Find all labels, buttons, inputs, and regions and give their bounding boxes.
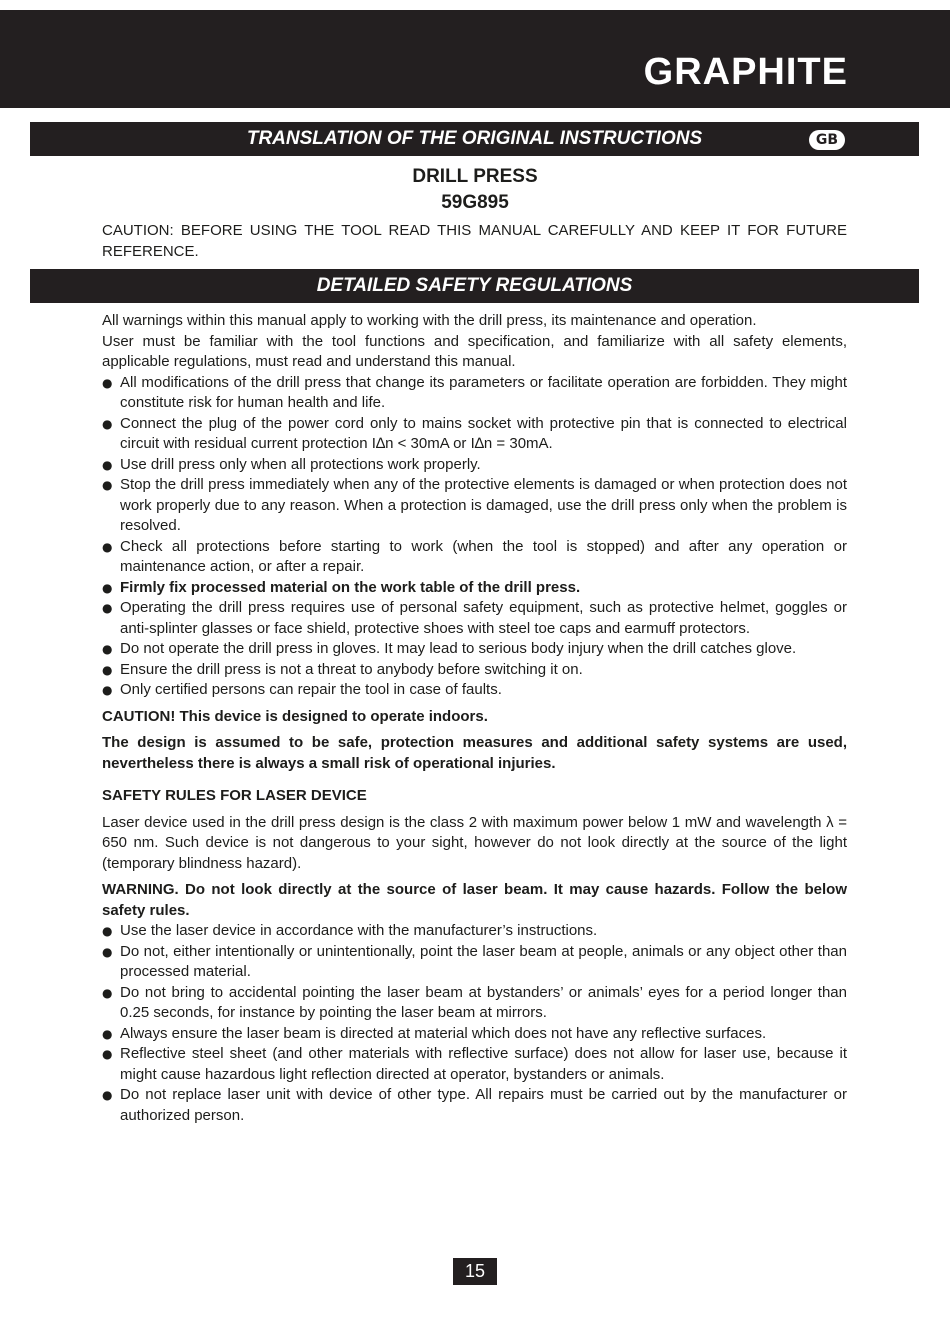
safety-heading-bar	[30, 269, 919, 303]
safety-paragraph: All warnings within this manual apply to working with the drill press, its maintenance and operation.	[102, 312, 757, 329]
list-item: ● Only certified persons can repair the tool in case of faults.	[102, 680, 847, 701]
caution-intro: CAUTION: BEFORE USING THE TOOL READ THIS MANUAL CAREFULLY AND KEEP IT FOR FUTURE REFERENCE.	[102, 222, 847, 260]
list-item: ● Reflective steel sheet (and other materials with reflective surface) does not allow for laser use, because it might cause hazardous light reflection directed at operator, bystanders or animals.	[102, 1044, 847, 1085]
list-item: ● Firmly fix processed material on the work table of the drill press.	[102, 578, 847, 599]
list-item: ● Use drill press only when all protections work properly.	[102, 455, 847, 476]
laser-heading: SAFETY RULES FOR LASER DEVICE	[102, 787, 367, 804]
design-note: The design is assumed to be safe, protection measures and additional safety systems are used, nevertheless there is always a small risk of operational injuries.	[102, 734, 847, 772]
list-item: ● Do not bring to accidental pointing the laser beam at bystanders’ or animals’ eyes for a period longer than 0.25 seconds, for instance by pointing the laser beam at mirrors.	[102, 983, 847, 1024]
laser-paragraph: Laser device used in the drill press design is the class 2 with maximum power below 1 mW and wavelength λ = 650 nm. Such device is not dangerous to your sight, however do not look directly at the source of the light (temporary blindness hazard).	[102, 813, 847, 872]
laser-warning: WARNING. Do not look directly at the source of laser beam. It may cause hazards. Follow the below safety rules.	[102, 881, 847, 919]
list-item: ● Operating the drill press requires use of personal safety equipment, such as protective helmet, goggles or anti-splinter glasses or face shield, protective shoes with steel toe caps and earmuff protectors.	[102, 598, 847, 639]
list-item: ● Always ensure the laser beam is directed at material which does not have any reflective surfaces.	[102, 1024, 847, 1045]
list-item: ● Connect the plug of the power cord only to mains socket with protective pin that is connected to electrical circuit with residual current protection I∆n < 30mA or I∆n = 30mA.	[102, 414, 847, 455]
list-item: ● Check all protections before starting to work (when the tool is stopped) and after any operation or maintenance action, or after a repair.	[102, 537, 847, 578]
list-item: ● Do not replace laser unit with device of other type. All repairs must be carried out by the manufacturer or authorized person.	[102, 1085, 847, 1126]
language-badge: GB	[809, 130, 845, 150]
translation-bar	[30, 122, 919, 156]
safety-bullet-list	[102, 373, 847, 701]
list-item: ● Do not, either intentionally or unintentionally, point the laser beam at people, animals or any object other than processed material.	[102, 942, 847, 983]
safety-heading: DETAILED SAFETY REGULATIONS	[316, 275, 633, 296]
header-bar	[0, 10, 950, 108]
page-number: 15	[453, 1258, 497, 1285]
caution-indoors: CAUTION! This device is designed to operate indoors.	[102, 707, 488, 725]
main-content	[102, 311, 847, 1126]
product-name: DRILL PRESS	[412, 166, 538, 187]
list-item: ● Do not operate the drill press in gloves. It may lead to serious body injury when the drill catches glove.	[102, 639, 847, 660]
safety-paragraph: User must be familiar with the tool functions and specification, and familiarize with all safety elements, applicable regulations, must read and understand this manual.	[102, 332, 847, 370]
translation-bar-title: TRANSLATION OF THE ORIGINAL INSTRUCTIONS	[246, 128, 703, 149]
list-item: ● Use the laser device in accordance with the manufacturer’s instructions.	[102, 921, 847, 942]
brand-logo: GRAPHITE	[643, 51, 848, 93]
list-item: ● All modifications of the drill press that change its parameters or facilitate operation are forbidden. They might constitute risk for human health and life.	[102, 373, 847, 414]
list-item: ● Ensure the drill press is not a threat to anybody before switching it on.	[102, 660, 847, 681]
laser-bullet-list	[102, 921, 847, 1126]
product-model: 59G895	[441, 192, 509, 213]
list-item: ● Stop the drill press immediately when any of the protective elements is damaged or when protection does not work properly due to any reason. When a protection is damaged, use the drill press only when the problem is resolved.	[102, 475, 847, 537]
